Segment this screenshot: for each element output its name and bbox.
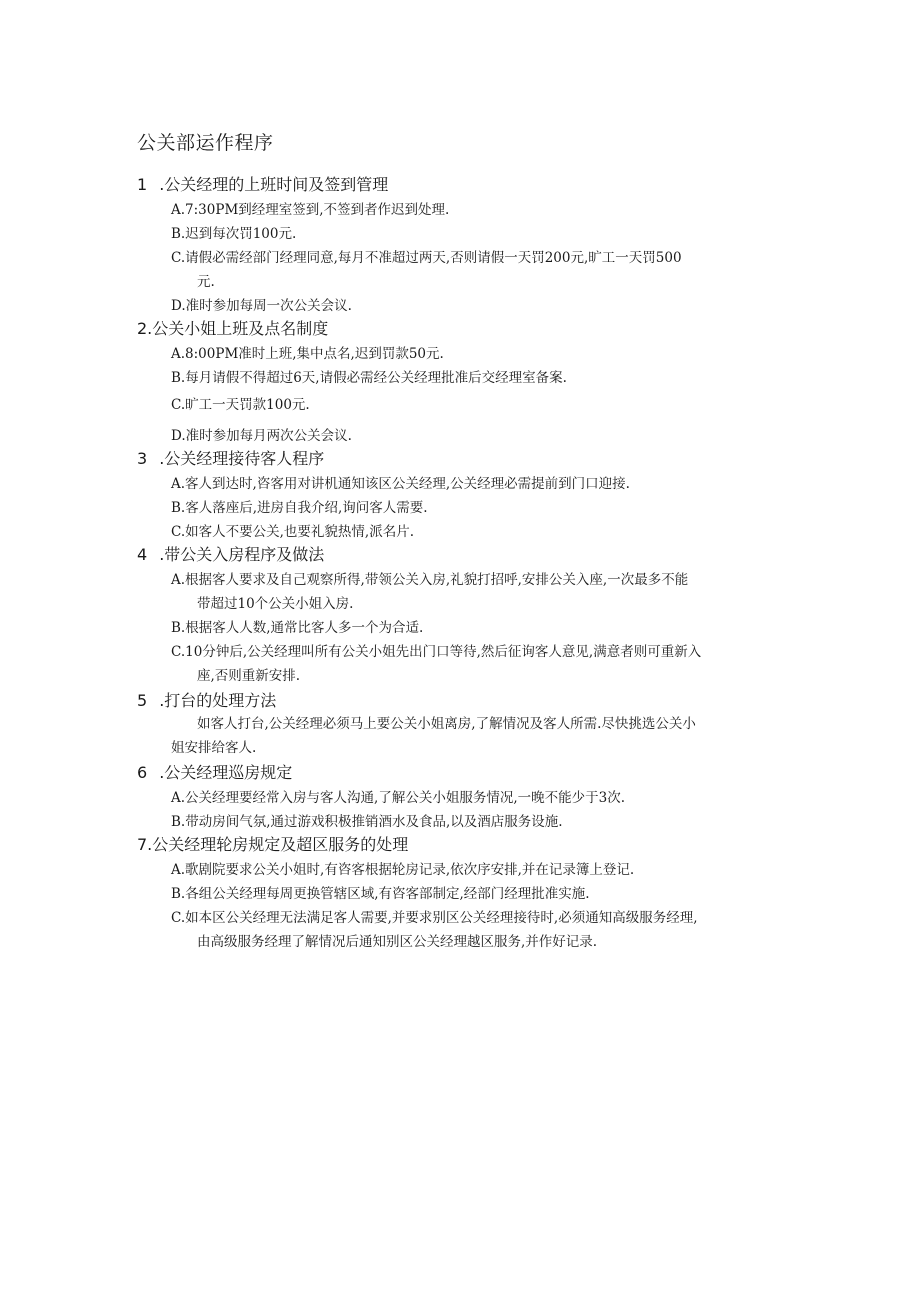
section-number: 5	[137, 691, 148, 710]
list-item: A.歌剧院要求公关小姐时,有咨客根据轮房记录,依次序安排,并在记录簿上登记.	[171, 862, 635, 878]
list-item: B.各组公关经理每周更换管辖区域,有咨客部制定,经部门经理批准实施.	[171, 886, 590, 902]
section-number: 3	[137, 449, 148, 468]
list-item: C.旷工一天罚款100元.	[171, 397, 310, 413]
list-item: C.如客人不要公关,也要礼貌热情,派名片.	[171, 524, 415, 540]
list-item: A.客人到达时,咨客用对讲机通知该区公关经理,公关经理必需提前到门口迎接.	[171, 476, 630, 492]
section-title: .带公关入房程序及做法	[159, 545, 325, 564]
list-item: A.7:30PM到经理室签到,不签到者作迟到处理.	[171, 202, 450, 218]
list-item-continuation: 座,否则重新安排.	[197, 668, 301, 684]
section-title: .公关经理巡房规定	[159, 763, 293, 782]
section-title: .公关经理的上班时间及签到管理	[159, 175, 389, 194]
list-item: A.8:00PM准时上班,集中点名,迟到罚款50元.	[171, 346, 444, 362]
section-heading	[137, 760, 292, 783]
list-item: C.10分钟后,公关经理叫所有公关小姐先出门口等待,然后征询客人意见,满意者则可重新入	[171, 644, 702, 660]
section-heading	[137, 446, 324, 469]
list-item: D.准时参加每月两次公关会议.	[171, 428, 352, 444]
list-item: B.根据客人人数,通常比客人多一个为合适.	[171, 620, 424, 636]
section-heading	[137, 542, 324, 565]
list-item: A.公关经理要经常入房与客人沟通,了解公关小姐服务情况,一晚不能少于3次.	[171, 790, 626, 806]
section-heading	[137, 688, 276, 711]
list-item: B.每月请假不得超过6天,请假必需经公关经理批准后交经理室备案.	[171, 370, 567, 386]
section-number: 4	[137, 545, 148, 564]
list-item: B.迟到每次罚100元.	[171, 226, 297, 242]
list-item: B.客人落座后,进房自我介绍,询问客人需要.	[171, 500, 428, 516]
list-item: B.带动房间气氛,通过游戏积极推销酒水及食品,以及酒店服务设施.	[171, 814, 563, 830]
paragraph-line: 如客人打台,公关经理必须马上要公关小姐离房,了解情况及客人所需.尽快挑选公关小	[197, 716, 696, 732]
list-item: C.请假必需经部门经理同意,每月不准超过两天,否则请假一天罚200元,旷工一天罚500	[171, 250, 682, 266]
list-item-continuation: 元.	[197, 274, 215, 290]
section-number: 1	[137, 175, 148, 194]
section-title: 7.公关经理轮房规定及超区服务的处理	[137, 835, 409, 854]
list-item: D.准时参加每周一次公关会议.	[171, 298, 352, 314]
section-title: .公关经理接待客人程序	[159, 449, 325, 468]
section-heading	[137, 316, 328, 339]
section-heading	[137, 172, 388, 195]
list-item-continuation: 由高级服务经理了解情况后通知别区公关经理越区服务,并作好记录.	[197, 934, 598, 950]
list-item: A.根据客人要求及自己观察所得,带领公关入房,礼貌打招呼,安排公关入座,一次最多不能	[171, 572, 689, 588]
section-heading	[137, 832, 408, 855]
list-item-continuation: 带超过10个公关小姐入房.	[197, 596, 354, 612]
section-title: 2.公关小姐上班及点名制度	[137, 319, 329, 338]
list-item: C.如本区公关经理无法满足客人需要,并要求别区公关经理接待时,必须通知高级服务经理,	[171, 910, 698, 926]
section-title: .打台的处理方法	[159, 691, 277, 710]
page-title: 公关部运作程序	[137, 132, 274, 154]
paragraph-line: 姐安排给客人.	[171, 740, 257, 756]
section-number: 6	[137, 763, 148, 782]
